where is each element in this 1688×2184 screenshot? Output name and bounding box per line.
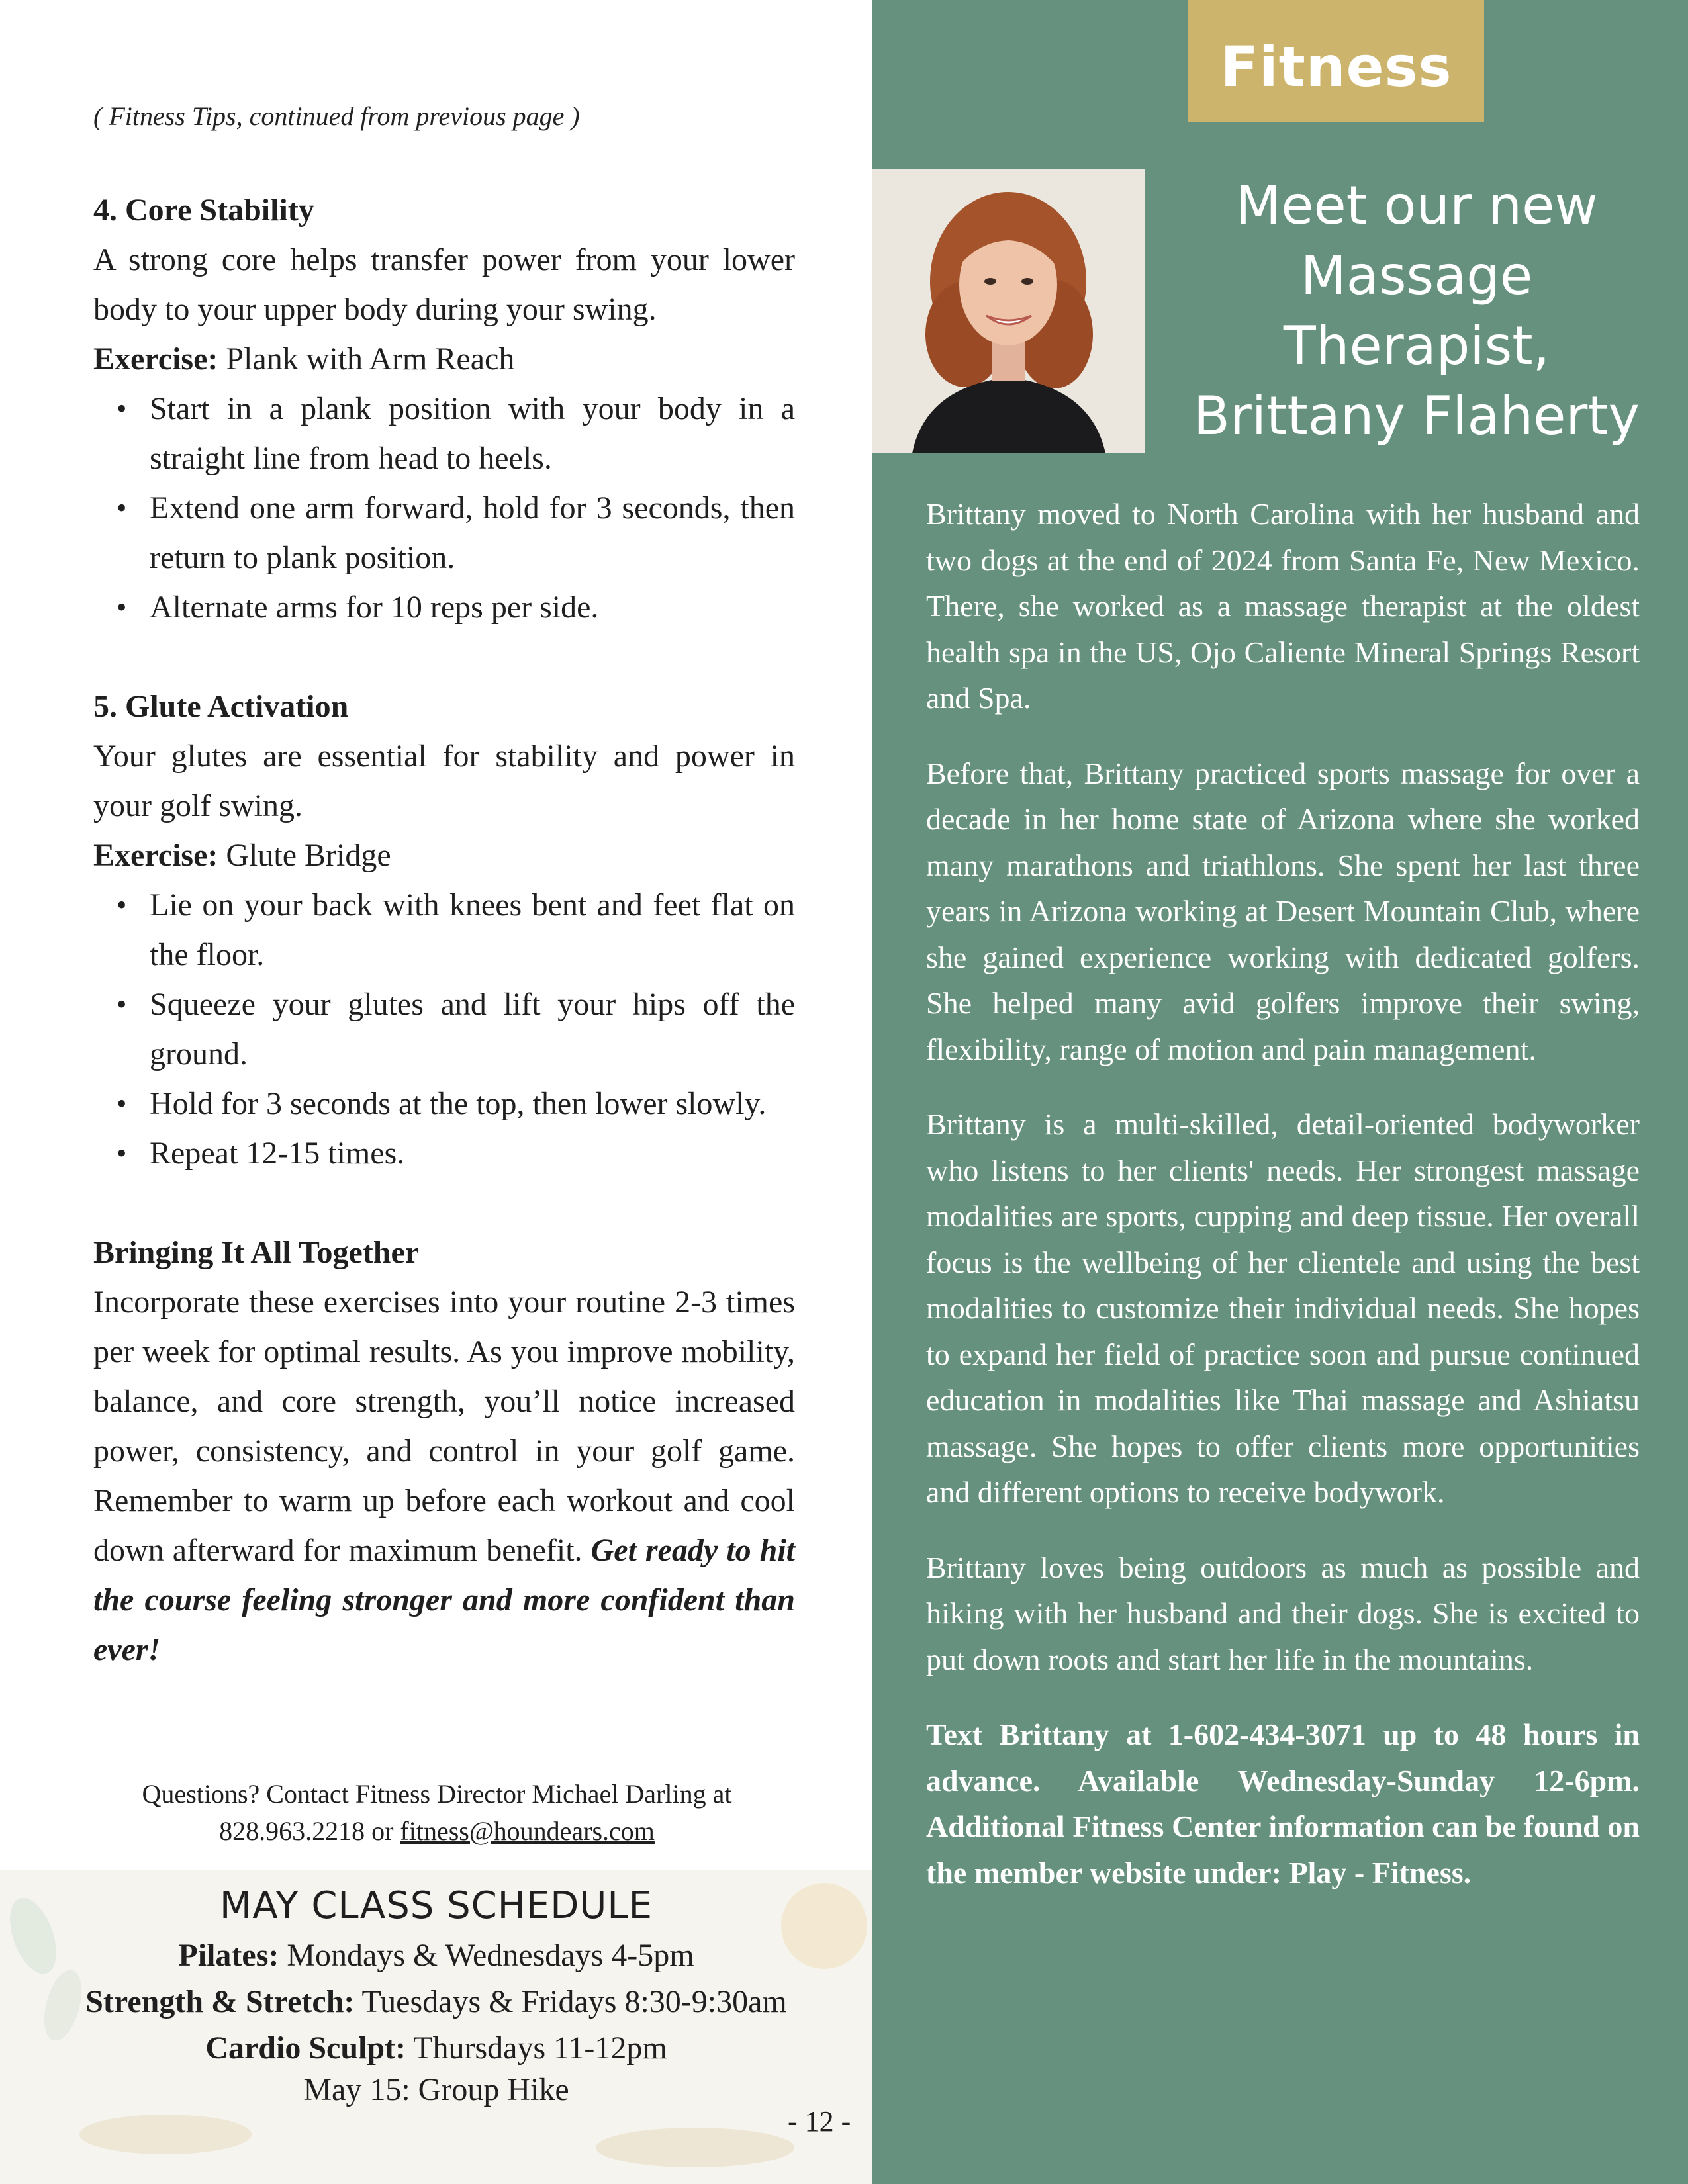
headline-line: Massage [1300,245,1533,306]
feature-paragraph: Brittany loves being outdoors as much as possible and hiking with her husband and their dogs. She is excited to put down roots and start her life in the mountains. [926,1550,1640,1676]
list-item: • Squeeze your glutes and lift your hips off the ground. [93,979,795,1079]
schedule-item-pilates [0,1933,872,1979]
feature-headline [1145,171,1688,451]
group-hike-event: May 15: Group Hike [303,2072,569,2107]
headline-line: Meet our new [1235,175,1598,236]
schedule-time: Tuesdays & Fridays 8:30-9:30am [354,1984,787,2019]
headline-line: Brittany Flaherty [1193,385,1640,447]
contact-phone: 828.963.2218 or [219,1816,400,1846]
class-schedule-panel [0,1870,872,2184]
schedule-time: Thursdays 11-12pm [406,2030,667,2066]
core-exercise-steps [93,384,795,632]
list-item: • Start in a plank position with your body in a straight line from head to heels. [93,384,795,483]
feature-paragraph: Brittany moved to North Carolina with her husband and two dogs at the end of 2024 from Santa Fe, New Mexico. There, she worked as a massage therapist at the oldest health spa in the US, Ojo Caliente Mineral Springs Resort and Spa. [926,497,1640,715]
portrait-illustration [872,169,1145,453]
bringing-together-text: Incorporate these exercises into your routine 2-3 times per week for optimal results. As you improve mobility, balance, and core strength, you’ll notice increased power, consistency, and control in your golf game. Remember to warm up before each workout and cool down afterward for maximum benefit. [93,1285,795,1568]
schedule-class-label: Strength & Stretch: [85,1984,355,2019]
schedule-class-label: Pilates: [178,1938,279,1973]
decorative-blob [596,2128,794,2167]
schedule-item-strength-stretch [0,1979,872,2025]
list-item: • Lie on your back with knees bent and feet flat on the floor. [93,880,795,979]
contact-line-2 [66,1813,808,1850]
glute-exercise-steps [93,880,795,1178]
section-heading-glute-activation: 5. Glute Activation [93,689,349,724]
contact-line: Questions? Contact Fitness Director Michael Darling at [142,1779,732,1809]
decorative-blob [79,2115,252,2154]
feature-paragraph: Before that, Brittany practiced sports massage for over a decade in her home state of Arizona where she worked many marathons and triathlons. She spent her last three years in Arizona working at Desert Mountain Club, where she gained experience working with dedicated golfers. She helped many avid golfers improve their swing, flexibility, range of motion and pain management. [926,756,1640,1066]
list-item: • Repeat 12-15 times. [93,1128,795,1178]
bringing-together-body [93,1277,795,1674]
page-number: - 12 - [788,2105,851,2138]
contact-email-link[interactable]: fitness@houndears.com [400,1816,655,1846]
section-tag-label: Fitness [1220,34,1452,99]
contact-info [66,1776,808,1850]
headline-line: Therapist, [1283,315,1550,377]
section-heading-core-stability: 4. Core Stability [93,193,314,228]
feature-body [926,491,1640,1895]
schedule-class-label: Cardio Sculpt: [205,2030,406,2066]
exercise-line-glute [93,831,795,880]
schedule-list [0,1933,872,2071]
exercise-name: Plank with Arm Reach [218,341,515,377]
list-item: • Alternate arms for 10 reps per side. [93,582,795,632]
therapist-portrait-photo [872,169,1145,453]
continued-note: ( Fitness Tips, continued from previous page ) [93,101,580,131]
list-item: • Hold for 3 seconds at the top, then lower slowly. [93,1079,795,1128]
right-column-feature [872,0,1688,2184]
exercise-label: Exercise: [93,838,218,873]
schedule-item-cardio-sculpt [0,2025,872,2071]
exercise-name: Glute Bridge [218,838,391,873]
section-intro-core-stability: A strong core helps transfer power from your lower body to your upper body during your swing. [93,242,795,327]
section-tag [1188,0,1484,122]
list-item: • Extend one arm forward, hold for 3 seconds, then return to plank position. [93,483,795,582]
exercise-label: Exercise: [93,341,218,377]
closing-line: Get ready to hit the course feeling stronger and more confident than ever! [93,1533,795,1667]
section-heading-bringing-together: Bringing It All Together [93,1235,420,1270]
fitness-tips-body [93,185,795,1674]
exercise-line-core [93,334,795,384]
booking-callout: Text Brittany at 1-602-434-3071 up to 48 hours in advance. Available Wednesday-Sunday 12-6pm. Additional Fitness Center information can be found on the member website under: Play - Fitness. [926,1717,1640,1889]
feature-paragraph: Brittany is a multi-skilled, detail-oriented bodyworker who listens to her clients' needs. Her strongest massage modalities are sports, cupping and deep tissue. Her overall focus is the wellbeing of her clientele and using the best modalities to customize their individual needs. She hopes to expand her field of practice soon and pursue continued education in modalities like Thai massage and Ashiatsu massage. She hopes to offer clients more opportunities and different options to receive bodywork. [926,1107,1640,1509]
schedule-time: Mondays & Wednesdays 4-5pm [279,1938,694,1973]
section-intro-glute-activation: Your glutes are essential for stability and power in your golf swing. [93,739,795,823]
schedule-title: MAY CLASS SCHEDULE [220,1884,653,1927]
